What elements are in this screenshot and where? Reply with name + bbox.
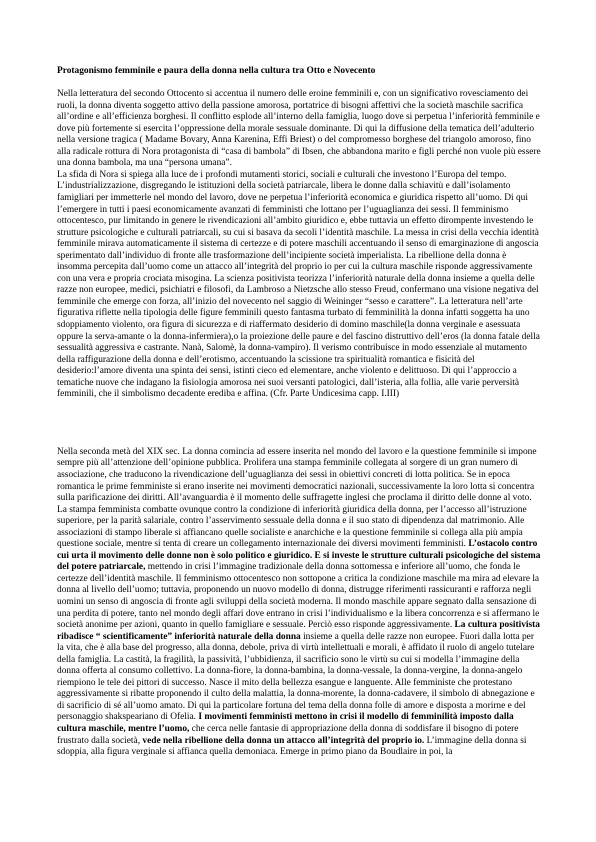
bold-run-rebellion: vede nella ribellione della donna un attacco all’integrità del proprio io. — [142, 735, 425, 746]
document-page — [57, 66, 543, 759]
text-run: insieme a quella delle razze non europee. Fuori dalla lotta per la vita, che è alla base del progresso, alla donna, debole, priva di virtù intellettuali e morali, è affidato il ruolo di angelo tutelare della famiglia. La castità, la fragilità, la passività, l’ubbidienza, il sacrificio sono le virtù su cui si modella l’immagine della donna offerta al consumo collettivo. La donna-fiore, la donna-bambina, la donna-vessale, la donna-vergine, la donna-angelo riempiono le tele dei pittori di successo. Nasce il mito della bellezza esangue e languente. Alle femministe che protestano aggressivamente si ribatte proponendo il culto della malattia, la donna-morente, la donna-cadavere, il simbolo di abnegazione e di sacrificio di sé all’uomo amato. Di qui la particolare fortuna del tema della donna folle di amore e disposta a morirne e del personaggio shakspeariano di Ofelia. — [57, 631, 535, 723]
bold-run-positivism: La cultura positivista ribadisce “ scientificamente” inferiorità naturale della donna — [57, 620, 540, 642]
bold-run-movements: I movimenti femministi mettono in crisi il modello di femminilità imposto dalla cultura maschile, mentre l’uomo, — [57, 712, 514, 734]
section-gap — [57, 401, 543, 447]
text-run: L’immagine della donna si sdoppia, alla figura verginale si affianca quella demoniaca. Emerge in primo piano da Boudlaire in poi, la — [57, 735, 527, 758]
paragraph-nora-crisis: La sfida di Nora si spiega alla luce de i profondi mutamenti storici, sociali e culturali che investono l’Europa del tempo. L’industrializzazione, disgregando le istituzioni della società patriarcale, libera le donne dalla schiavitù e dall’isolamento famigliari per immetterle nel mondo del lavoro, dove ne perpetua l’inferiorità economica e giuridica rispetto all’uomo. Di qui l’emergere in tutti i paesi economicamente avanzati di femministi che lottano per l’uguaglianza dei sessi. Il femminismo ottocentesco, pur limitando in genere le rivendicazioni all’ambito giuridico e, ebbe tuttavia un effetto dirompente investendo le strutture psicologiche e culturali patriarcali, su cui si basava da secoli l’identità maschile. La messa in crisi della vecchia identità femminile mirava automaticamente il sistema di certezze e di potere maschili accentuando il senso di emarginazione di angoscia sperimentato dall’individuo di fronte alle trasformazione dell’incipiente società imperialista. La ribellione della donna è insomma percepita dall’uomo come un attacco all’integrità del proprio io per cui la cultura maschile risponde aggressivamente con una vera e propria crociata misogina. La scienza positivista teorizza l’inferiorità naturale della donna insieme a quella delle razze non europee, medici, psichiatri e filosofi, da Lambroso a Nietzsche allo stesso Freud, confermano una visione negativa del femminile che emerge con forza, all’inizio del novecento nel saggio di Weininger “sesso e carattere”. La letteratura nell’arte figurativa riflette nella tipologia delle figure femminili questo fantasma turbato di femminilità la donna infatti soggetta ha uno sdoppiamento violento, ora figura di sicurezza e di riaffermato desiderio di domino maschile(la donna verginale e asessuata oppure la serva-amante o la donna-infermiera),o la proiezione delle paure e del fascino distruttivo dell’eros (la donna fatale della sessualità aggressiva e castrante. Nanà, Salomè, la donna-vampiro). Il verismo contribuisce in modo essenziale al mutamento della raffigurazione della donna e dell’erotismo, accentuando la scissione tra spiritualità romantica e fisicità del desiderio:l’amore diventa una spinta dei sensi, istinti cieco ed elementare, anche violento e delittuoso. Di qui l’approccio a tematiche nuove che indagano la fisiologia amorosa nei suoi versanti patologici, dall’isteria, alla follia, alle varie perversità femminili, che il simbolismo decadente erediba e affina. (Cfr. Parte Undicesima capp. I.III) — [57, 169, 540, 400]
document-title: Protagonismo femminile e paura della donna nella cultura tra Otto e Novecento — [57, 66, 376, 76]
bold-run-obstacle: L’ostacolo contro cui urta il movimento delle donne non è solo politico e giuridico. E si investe le strutture culturali psicologiche del sistema del potere patriarcale, — [57, 539, 541, 573]
paragraph-second-half — [57, 447, 543, 759]
text-run: mettendo in crisi l’immagine tradizionale della donna sottomessa e inferiore all’uomo, che fonda le certezze dell’identità maschile. Il femminismo ottocentesco non sottopone a critica la condizione maschile ma mira ad elevare la donna al livello dell’uomo; tuttavia, proponendo un nuovo modello di donna, distrugge riferimenti rassicuranti e rafforza negli uomini un senso di angoscia di fronte agli sviluppi della società moderna. Il mondo maschile appare segnato dalla sensazione di una perdita di potere, tanto nel mondo degli affari dove entrano in crisi l’individualismo e la libera concorrenza e si affermano le società anonime per azioni, quanto in quello famigliare e sessuale. Perciò esso risponde aggressivamente. — [57, 562, 540, 631]
paragraph-ibsen: Nella letteratura del secondo Ottocento si accentua il numero delle eroine femminili e, con un significativo rovesciamento dei ruoli, la donna diventa soggetto attivo della passione amorosa, portatrice di bisogni affettivi che la società maschile sacrifica all’ordine e all’efficienza borghesi. Il conflitto esplode all’interno della famiglia, luogo dove si perpetua l’inferiorità femminile e dove più fortemente si esercita l’oppressione della morale sessuale dominante. Di qui la diffusione della tematica dell’adulterio nella versione tragica ( Madame Bovary, Anna Karenina, Effi Briest) o del compromesso borghese del triangolo amoroso, fino alla radicale rottura di Nora protagonista di “casa di bambola” di Ibsen, che abbandona marito e figli perché non vuole più essere una donna bambola, ma una “persona umana”. — [57, 89, 541, 169]
text-run: che cerca nelle fantasie di appropriazione della donna di soddisfare il bisogno di potere frustrato dalla società, — [57, 723, 519, 746]
text-run: Nella seconda metà del XIX sec. La donna comincia ad essere inserita nel mondo del lavoro e la questione femminile si impone sempre più all’attenzione dell’opinione pubblica. Prolifera una stampa femminile collegata al sorgere di un gran numero di associazione, che traducono la rivendicazione dell’uguaglianza dei sessi in obiettivi concreti di lotta politica. Se in epoca romantica le prime femministe si erano inserite nei movimenti democratici nazionali, successivamente la loro lotta si concentra sulla parificazione dei diritti. All’avanguardia è il momento delle suffragette inglesi che proclama il diritto delle donne al voto. La stampa femminista combatte ovunque contro la condizione di inferiorità giuridica della donna, per l’accesso all’istruzione superiore, per la parità salariale, contro l’asservimento sessuale della donna e il suo stato di dipendenza dal matrimonio. Alle associazioni di stampo liberale si affiancano quelle socialiste e anarchiche e la questione femminile si collega alla più ampia questione sociale, mentre si tenta di creare un collegamento internazionale dei diversi movimenti femministi. — [57, 446, 537, 550]
